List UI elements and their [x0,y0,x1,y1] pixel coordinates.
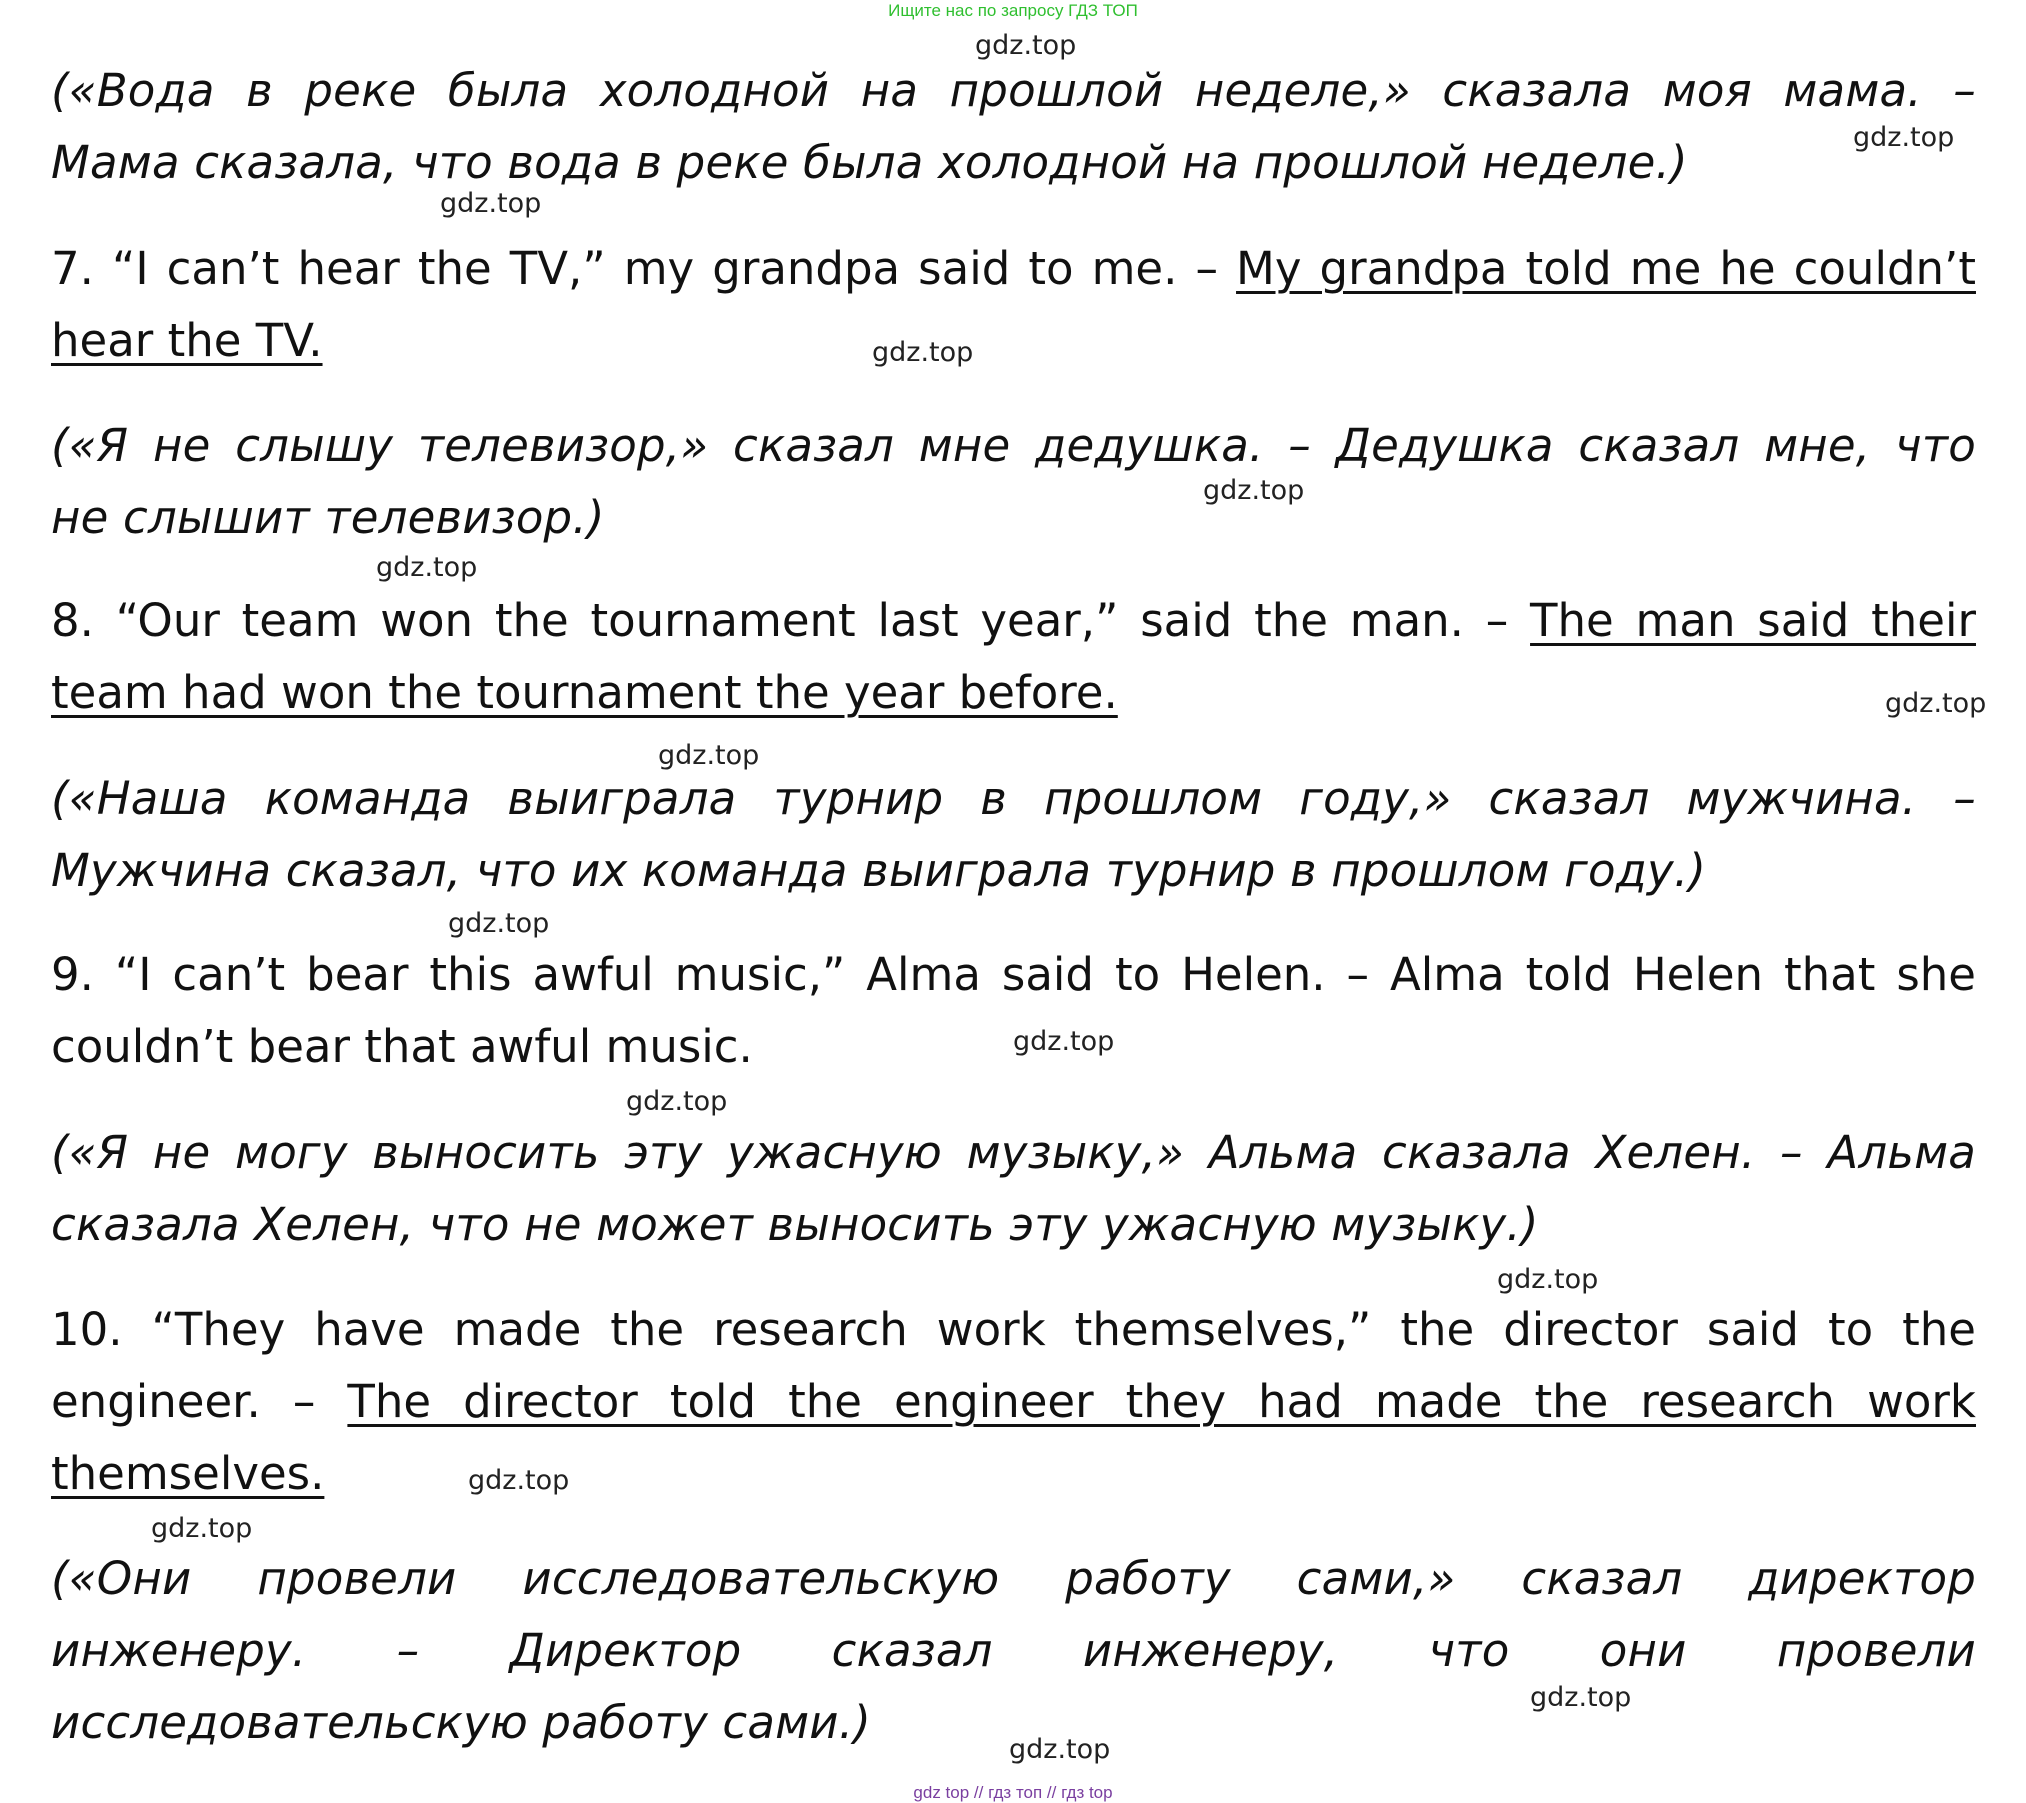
watermark: gdz.top [975,30,1077,61]
item-8-line-2 [51,657,1976,729]
watermark: gdz.top [658,740,760,771]
translation-8-line-1: («Наша команда выиграла турнир в прошлом году,» сказал мужчина. – [51,772,1976,825]
translation-10-line-3: исследовательскую работу сами.) [51,1696,871,1749]
translation-9-line-2: сказала Хелен, что не может выносить эту ужасную музыку.) [51,1198,1539,1251]
watermark: gdz.top [151,1513,253,1544]
item-8-answer-part-2: team had won the tournament the year before. [51,666,1118,719]
item-7-line-1 [51,233,1976,305]
translation-10-line-2: инженеру. – Директор сказал инженеру, что они провели [51,1624,1976,1677]
watermark: gdz.top [1497,1264,1599,1295]
watermark: gdz.top [1885,688,1987,719]
item-10-answer-part-2: themselves. [51,1447,325,1500]
item-8-sentence: 8. “Our team won the tournament last year,” said the man. – [51,594,1531,647]
item-8-line-1 [51,585,1976,657]
watermark: gdz.top [468,1465,570,1496]
item-9-line-2: couldn’t bear that awful music. [51,1020,753,1073]
translation-7-line-1: («Я не слышу телевизор,» сказал мне дедушка. – Дедушка сказал мне, что [51,419,1976,472]
translation-10-line-1: («Они провели исследовательскую работу сами,» сказал директор [51,1552,1976,1605]
item-10-answer-part-1: The director told the engineer they had made the research work [347,1375,1976,1428]
bottom-banner: gdz top // гдз топ // гдз top [913,1783,1113,1802]
item-7-sentence: 7. “I can’t hear the TV,” my grandpa said to me. – [51,242,1237,295]
watermark: gdz.top [1203,475,1305,506]
item-7-answer-part-1: My grandpa told me he couldn’t [1236,242,1976,295]
watermark: gdz.top [1013,1026,1115,1057]
watermark: gdz.top [626,1086,728,1117]
watermark: gdz.top [448,908,550,939]
top-banner: Ищите нас по запросу ГДЗ ТОП [888,1,1138,20]
translation-6-line-2: Мама сказала, что вода в реке была холодной на прошлой неделе.) [51,136,1688,189]
item-9-line-1: 9. “I can’t bear this awful music,” Alma said to Helen. – Alma told Helen that she [51,948,1976,1001]
watermark: gdz.top [872,337,974,368]
item-7-line-2 [51,305,1976,377]
item-7-answer-part-2: hear the TV. [51,314,323,367]
item-10-sentence-end: engineer. – [51,1375,348,1428]
item-10-line-3 [51,1438,1976,1510]
item-10-line-2 [51,1366,1976,1438]
watermark: gdz.top [376,552,478,583]
watermark: gdz.top [1853,122,1955,153]
translation-6-line-1: («Вода в реке была холодной на прошлой неделе,» сказала моя мама. – [51,64,1976,117]
translation-7-line-2: не слышит телевизор.) [51,491,605,544]
watermark: gdz.top [440,188,542,219]
watermark: gdz.top [1530,1682,1632,1713]
item-10-line-1: 10. “They have made the research work themselves,” the director said to the [51,1303,1976,1356]
item-8-answer-part-1: The man said their [1530,594,1976,647]
translation-9-line-1: («Я не могу выносить эту ужасную музыку,» Альма сказала Хелен. – Альма [51,1126,1976,1179]
watermark: gdz.top [1009,1734,1111,1765]
translation-8-line-2: Мужчина сказал, что их команда выиграла турнир в прошлом году.) [51,844,1707,897]
